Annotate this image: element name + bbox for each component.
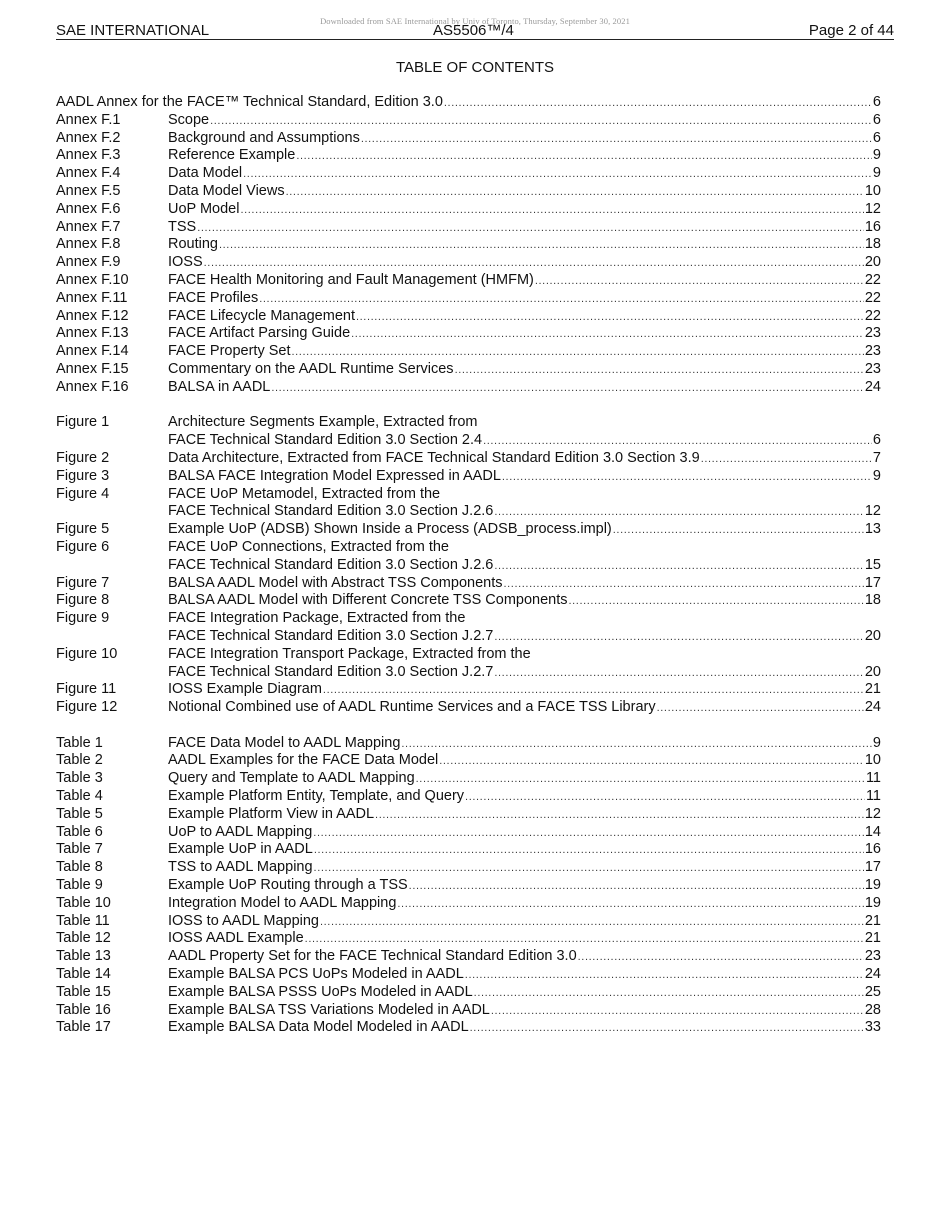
figure-entry-title: Notional Combined use of AADL Runtime Services and a FACE TSS Library (168, 699, 656, 716)
figure-entry-title: FACE Technical Standard Edition 3.0 Section J.2.6 (168, 503, 494, 520)
table-entry-title: FACE Data Model to AADL Mapping (168, 734, 401, 751)
table-entry-label: Table 2 (56, 752, 103, 769)
figure-entry-title: Data Architecture, Extracted from FACE Technical Standard Edition 3.0 Section 3.9 (168, 449, 700, 466)
annex-entry-page: 23 (864, 325, 881, 342)
annex-entry-label: Annex F.16 (56, 378, 129, 395)
table-entry-page: 11 (865, 788, 881, 805)
dot-leader (465, 789, 865, 807)
table-entry[interactable] (56, 841, 881, 859)
dot-leader (439, 753, 864, 771)
table-entry-page: 19 (864, 877, 881, 894)
figure-entry-page: 12 (864, 503, 881, 520)
figure-entry[interactable] (56, 450, 881, 468)
table-entry-title: AADL Property Set for the FACE Technical Standard Edition 3.0 (168, 948, 577, 965)
annex-entry-title: FACE Health Monitoring and Fault Management (HMFM) (168, 271, 534, 288)
table-entry-title: AADL Examples for the FACE Data Model (168, 752, 439, 769)
annex-entry-page: 16 (864, 218, 881, 235)
table-entry-label: Table 17 (56, 1019, 111, 1036)
dot-leader (502, 469, 872, 487)
figure-entry[interactable] (56, 468, 881, 486)
annex-list (56, 112, 881, 397)
section-spacer (56, 717, 881, 735)
figure-entry-label: Figure 12 (56, 699, 118, 716)
annex-entry-page: 22 (864, 307, 881, 324)
table-entry-page: 14 (864, 823, 881, 840)
figure-entry-page: 7 (872, 449, 881, 466)
annex-entry[interactable] (56, 308, 881, 326)
dot-leader (470, 1020, 864, 1038)
annex-entry-page: 9 (872, 147, 881, 164)
table-entry-label: Table 4 (56, 788, 103, 805)
table-entry-page: 25 (864, 983, 881, 1000)
table-entry-label: Table 9 (56, 877, 103, 894)
figure-entry[interactable] (56, 521, 881, 539)
annex-entry[interactable] (56, 343, 881, 361)
table-entry[interactable] (56, 788, 881, 806)
header-document-id: AS5506™/4 (433, 22, 514, 39)
dot-leader (701, 451, 872, 469)
figure-entry-label: Figure 11 (56, 681, 117, 698)
table-entry[interactable] (56, 948, 881, 966)
figure-entry-title: FACE Technical Standard Edition 3.0 Section J.2.7 (168, 627, 494, 644)
figure-entry-title: IOSS Example Diagram (168, 681, 322, 698)
table-entry[interactable] (56, 752, 881, 770)
figure-entry-label: Figure 10 (56, 645, 118, 662)
figure-entry-page: 15 (864, 556, 881, 573)
annex-entry[interactable] (56, 165, 881, 183)
annex-entry[interactable] (56, 325, 881, 343)
annex-entry-page: 24 (864, 378, 881, 395)
figure-entry-page: 18 (864, 592, 881, 609)
table-entry[interactable] (56, 1019, 881, 1037)
toc-title: TABLE OF CONTENTS (395, 59, 555, 76)
table-entry[interactable] (56, 824, 881, 842)
annex-entry-title: FACE Profiles (168, 289, 259, 306)
annex-entry-page: 6 (872, 129, 881, 146)
figure-list (56, 414, 881, 717)
table-entry[interactable] (56, 966, 881, 984)
table-entry[interactable] (56, 770, 881, 788)
table-entry-page: 19 (864, 894, 881, 911)
toc-main-entry[interactable] (56, 94, 881, 112)
table-entry-label: Table 15 (56, 983, 111, 1000)
table-list (56, 735, 881, 1038)
download-watermark: Downloaded from SAE International by Univ of Toronto, Thursday, September 30, 2021 (320, 16, 630, 26)
table-entry[interactable] (56, 984, 881, 1002)
annex-entry-label: Annex F.12 (56, 307, 129, 324)
annex-entry-label: Annex F.7 (56, 218, 121, 235)
figure-entry-label: Figure 6 (56, 538, 110, 555)
figure-entry-page: 17 (864, 574, 881, 591)
header-organization: SAE INTERNATIONAL (56, 22, 210, 39)
dot-leader (569, 593, 864, 611)
annex-entry-label: Annex F.14 (56, 343, 129, 360)
annex-entry[interactable] (56, 130, 881, 148)
annex-entry-title: Reference Example (168, 147, 296, 164)
table-entry-label: Table 14 (56, 966, 111, 983)
table-entry[interactable] (56, 735, 881, 753)
figure-entry[interactable] (56, 503, 881, 521)
figure-entry[interactable] (56, 557, 881, 575)
table-entry-label: Table 12 (56, 930, 111, 947)
dot-leader (503, 576, 863, 594)
table-entry-label: Table 16 (56, 1001, 111, 1018)
figure-entry[interactable] (56, 628, 881, 646)
figure-entry[interactable] (56, 681, 881, 699)
dot-leader (494, 629, 863, 647)
dot-leader (240, 202, 863, 220)
table-entry-title: Example BALSA PSSS UoPs Modeled in AADL (168, 983, 473, 1000)
figure-entry-page: 20 (864, 663, 881, 680)
figure-entry-title: FACE Technical Standard Edition 3.0 Section 2.4 (168, 432, 483, 449)
table-entry-page: 21 (864, 930, 881, 947)
dot-leader (197, 220, 864, 238)
annex-entry-page: 22 (864, 271, 881, 288)
table-entry-title: Example Platform Entity, Template, and Query (168, 788, 465, 805)
table-entry[interactable] (56, 930, 881, 948)
figure-entry-page: 6 (872, 432, 881, 449)
figure-entry-page: 21 (864, 681, 881, 698)
table-entry-label: Table 8 (56, 859, 103, 876)
figure-entry-label: Figure 7 (56, 574, 110, 591)
annex-entry[interactable] (56, 379, 881, 397)
annex-entry-label: Annex F.4 (56, 165, 121, 182)
annex-entry-title: TSS (168, 218, 197, 235)
annex-entry-title: Scope (168, 111, 210, 128)
dot-leader (361, 131, 872, 149)
dot-leader (259, 291, 864, 309)
annex-entry-page: 10 (864, 182, 881, 199)
table-entry-page: 11 (865, 770, 881, 787)
figure-entry-page: 24 (864, 699, 881, 716)
table-entry-title: UoP to AADL Mapping (168, 823, 313, 840)
dot-leader (483, 433, 872, 451)
figure-entry[interactable] (56, 486, 881, 504)
annex-entry[interactable] (56, 254, 881, 272)
dot-leader (286, 184, 864, 202)
dot-leader (494, 504, 863, 522)
figure-entry-label: Figure 8 (56, 592, 110, 609)
figure-entry-title: FACE Technical Standard Edition 3.0 Section J.2.7 (168, 663, 494, 680)
dot-leader (271, 380, 863, 398)
dot-leader (494, 558, 863, 576)
table-entry[interactable] (56, 895, 881, 913)
annex-entry[interactable] (56, 201, 881, 219)
annex-entry-title: FACE Lifecycle Management (168, 307, 355, 324)
table-entry[interactable] (56, 806, 881, 824)
dot-leader (323, 682, 864, 700)
figure-entry-page: 13 (864, 521, 881, 538)
annex-entry-page: 9 (872, 165, 881, 182)
dot-leader (444, 95, 872, 113)
dot-leader (409, 878, 864, 896)
dot-leader (416, 771, 865, 789)
dot-leader (375, 807, 864, 825)
dot-leader (494, 665, 863, 683)
table-of-contents (56, 94, 881, 1037)
figure-entry-title: FACE Integration Transport Package, Extracted from the (168, 645, 531, 662)
annex-entry-label: Annex F.8 (56, 236, 121, 253)
figure-entry-title: Architecture Segments Example, Extracted from (168, 414, 478, 431)
annex-entry[interactable] (56, 236, 881, 254)
header-page-number: Page 2 of 44 (808, 22, 894, 39)
figure-entry[interactable] (56, 414, 881, 432)
figure-entry[interactable] (56, 699, 881, 717)
table-entry[interactable] (56, 877, 881, 895)
figure-entry-label: Figure 1 (56, 414, 110, 431)
annex-entry-title: FACE Artifact Parsing Guide (168, 325, 351, 342)
table-entry-title: Integration Model to AADL Mapping (168, 894, 397, 911)
dot-leader (292, 344, 864, 362)
toc-entry-page: 6 (872, 94, 881, 110)
annex-entry-title: Data Model (168, 165, 243, 182)
figure-entry[interactable] (56, 664, 881, 682)
figure-entry-label: Figure 5 (56, 521, 110, 538)
dot-leader (210, 113, 872, 131)
dot-leader (204, 255, 864, 273)
table-entry-page: 28 (864, 1001, 881, 1018)
figure-entry-title: BALSA AADL Model with Abstract TSS Components (168, 574, 503, 591)
dot-leader (356, 309, 864, 327)
dot-leader (243, 166, 872, 184)
dot-leader (314, 860, 864, 878)
table-entry-page: 17 (864, 859, 881, 876)
figure-entry[interactable] (56, 539, 881, 557)
annex-entry-label: Annex F.13 (56, 325, 129, 342)
figure-entry-label: Figure 4 (56, 485, 110, 502)
dot-leader (313, 825, 864, 843)
annex-entry[interactable] (56, 183, 881, 201)
annex-entry-label: Annex F.9 (56, 254, 121, 271)
figure-entry-title: FACE UoP Connections, Extracted from the (168, 538, 450, 555)
dot-leader (613, 522, 864, 540)
table-entry-title: IOSS to AADL Mapping (168, 912, 319, 929)
annex-entry-page: 22 (864, 289, 881, 306)
annex-entry-title: IOSS (168, 254, 203, 271)
annex-entry-label: Annex F.10 (56, 271, 129, 288)
dot-leader (219, 237, 864, 255)
table-entry-label: Table 13 (56, 948, 111, 965)
dot-leader (465, 967, 864, 985)
table-entry-label: Table 3 (56, 770, 103, 787)
table-entry-label: Table 7 (56, 841, 103, 858)
section-spacer (56, 397, 881, 415)
table-entry-title: IOSS AADL Example (168, 930, 304, 947)
figure-entry[interactable] (56, 432, 881, 450)
table-entry-title: Example BALSA TSS Variations Modeled in AADL (168, 1001, 490, 1018)
dot-leader (401, 736, 872, 754)
table-entry-page: 24 (864, 966, 881, 983)
dot-leader (578, 949, 864, 967)
annex-entry-page: 12 (864, 200, 881, 217)
annex-entry-label: Annex F.3 (56, 147, 121, 164)
figure-entry[interactable] (56, 610, 881, 628)
table-entry[interactable] (56, 913, 881, 931)
figure-entry-page: 20 (864, 627, 881, 644)
annex-entry[interactable] (56, 112, 881, 130)
dot-leader (397, 896, 863, 914)
annex-entry-label: Annex F.5 (56, 182, 121, 199)
figure-entry[interactable] (56, 646, 881, 664)
table-entry-title: Query and Template to AADL Mapping (168, 770, 415, 787)
table-entry-page: 12 (864, 805, 881, 822)
annex-entry-title: Routing (168, 236, 218, 253)
figure-entry[interactable] (56, 575, 881, 593)
table-entry-label: Table 6 (56, 823, 103, 840)
annex-entry-page: 23 (864, 360, 881, 377)
table-entry-label: Table 10 (56, 894, 111, 911)
dot-leader (491, 1003, 864, 1021)
table-entry-label: Table 11 (56, 912, 110, 929)
annex-entry-label: Annex F.2 (56, 129, 121, 146)
annex-entry-label: Annex F.11 (56, 289, 128, 306)
table-entry-title: Example UoP in AADL (168, 841, 313, 858)
dot-leader (314, 842, 864, 860)
annex-entry[interactable] (56, 272, 881, 290)
table-entry-page: 9 (872, 734, 881, 751)
annex-entry-label: Annex F.15 (56, 360, 129, 377)
annex-entry[interactable] (56, 219, 881, 237)
annex-entry-label: Annex F.6 (56, 200, 121, 217)
annex-entry-title: Background and Assumptions (168, 129, 360, 146)
table-entry-title: TSS to AADL Mapping (168, 859, 313, 876)
dot-leader (657, 700, 864, 718)
figure-entry-label: Figure 2 (56, 449, 110, 466)
annex-entry-title: UoP Model (168, 200, 240, 217)
figure-entry-title: FACE UoP Metamodel, Extracted from the (168, 485, 441, 502)
table-entry-page: 16 (864, 841, 881, 858)
dot-leader (296, 148, 872, 166)
dot-leader (474, 985, 864, 1003)
annex-entry-label: Annex F.1 (56, 111, 121, 128)
figure-entry-label: Figure 9 (56, 610, 110, 627)
table-entry[interactable] (56, 1002, 881, 1020)
annex-entry[interactable] (56, 147, 881, 165)
table-entry-page: 33 (864, 1019, 881, 1036)
page-header (56, 22, 894, 40)
annex-entry-title: BALSA in AADL (168, 378, 271, 395)
figure-entry-label: Figure 3 (56, 467, 110, 484)
figure-entry-title: FACE Technical Standard Edition 3.0 Section J.2.6 (168, 556, 494, 573)
dot-leader (305, 931, 864, 949)
figure-entry-page: 9 (872, 467, 881, 484)
annex-entry-page: 6 (872, 111, 881, 128)
figure-entry[interactable] (56, 592, 881, 610)
figure-entry-title: BALSA AADL Model with Different Concrete TSS Components (168, 592, 568, 609)
annex-entry-title: Commentary on the AADL Runtime Services (168, 360, 454, 377)
annex-entry-page: 20 (864, 254, 881, 271)
table-entry-page: 21 (864, 912, 881, 929)
annex-entry[interactable] (56, 361, 881, 379)
table-entry-page: 10 (864, 752, 881, 769)
annex-entry-page: 23 (864, 343, 881, 360)
figure-entry-title: Example UoP (ADSB) Shown Inside a Process (ADSB_process.impl) (168, 521, 612, 538)
dot-leader (455, 362, 864, 380)
dot-leader (351, 326, 864, 344)
table-entry-label: Table 1 (56, 734, 103, 751)
toc-entry-title: AADL Annex for the FACE™ Technical Standard, Edition 3.0 (56, 94, 443, 110)
table-entry-title: Example BALSA PCS UoPs Modeled in AADL (168, 966, 464, 983)
figure-entry-title: FACE Integration Package, Extracted from the (168, 610, 466, 627)
dot-leader (535, 273, 864, 291)
annex-entry-page: 18 (864, 236, 881, 253)
annex-entry-title: FACE Property Set (168, 343, 291, 360)
table-entry-title: Example BALSA Data Model Modeled in AADL (168, 1019, 469, 1036)
annex-entry[interactable] (56, 290, 881, 308)
table-entry-title: Example Platform View in AADL (168, 805, 375, 822)
table-entry[interactable] (56, 859, 881, 877)
annex-entry-title: Data Model Views (168, 182, 285, 199)
table-entry-page: 23 (864, 948, 881, 965)
table-entry-label: Table 5 (56, 805, 103, 822)
table-entry-title: Example UoP Routing through a TSS (168, 877, 408, 894)
dot-leader (320, 914, 864, 932)
figure-entry-title: BALSA FACE Integration Model Expressed in AADL (168, 467, 501, 484)
